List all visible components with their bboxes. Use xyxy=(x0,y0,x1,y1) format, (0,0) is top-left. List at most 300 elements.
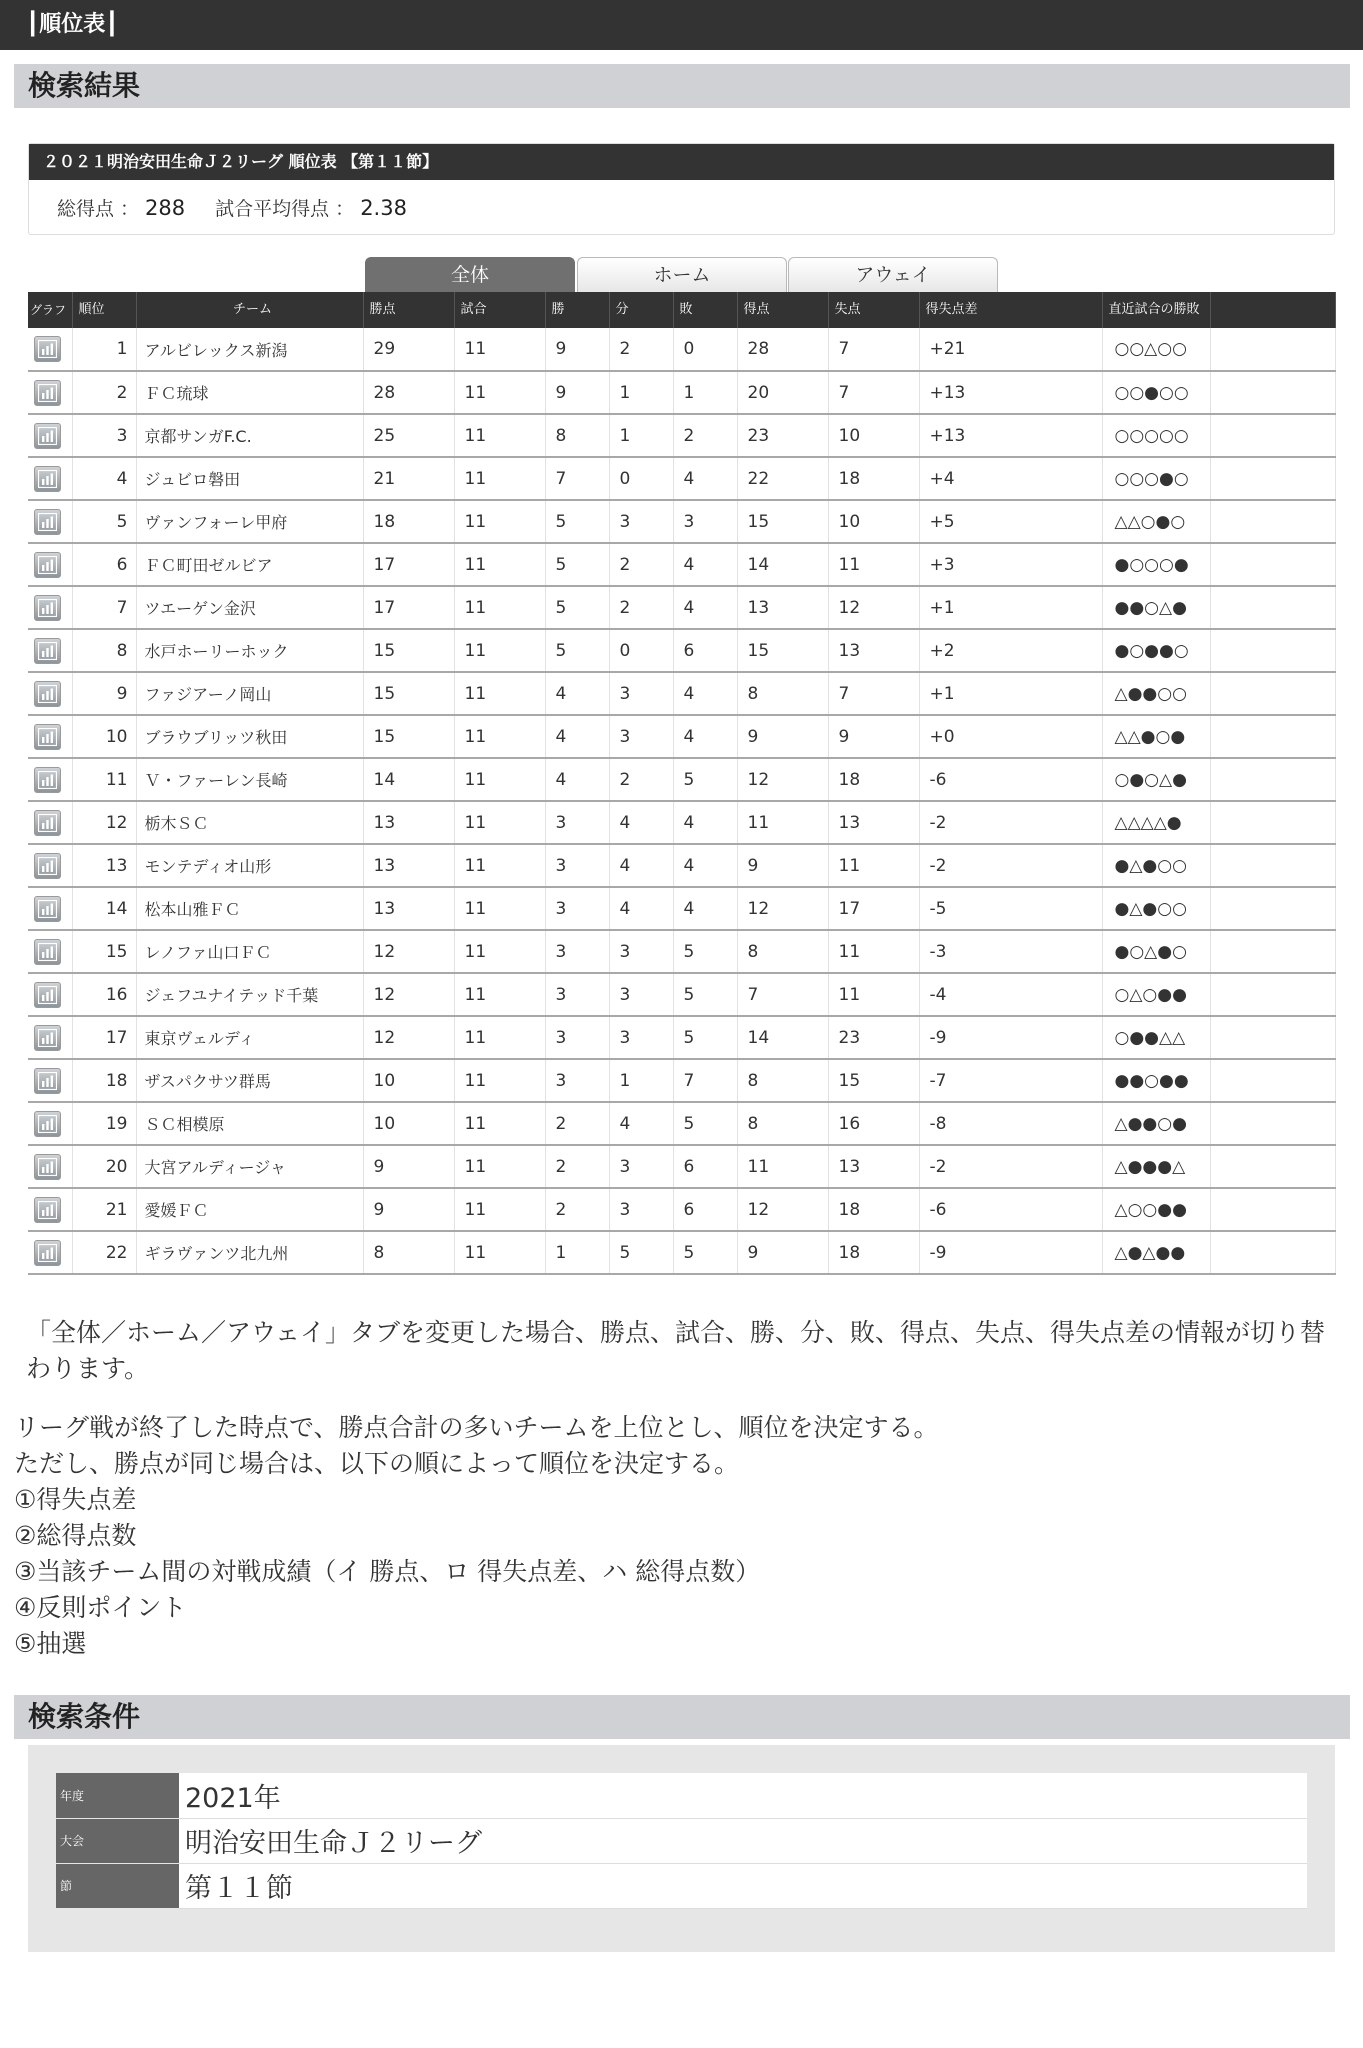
played-cell: 11 xyxy=(454,973,545,1016)
spacer-cell xyxy=(1210,414,1335,457)
graph-cell xyxy=(28,1059,72,1102)
team-name: 松本山雅ＦＣ xyxy=(136,887,363,930)
spacer-cell xyxy=(1210,1102,1335,1145)
graph-cell xyxy=(28,844,72,887)
goal-difference-cell: -9 xyxy=(919,1231,1102,1274)
avg-goals-label: 試合平均得点 ： xyxy=(215,198,355,220)
standings-table xyxy=(28,292,1336,1275)
points-cell: 25 xyxy=(363,414,454,457)
recent-form-cell: ○△○●● xyxy=(1102,973,1210,1016)
graph-cell xyxy=(28,801,72,844)
goals-against-cell: 9 xyxy=(828,715,919,758)
points-cell: 13 xyxy=(363,887,454,930)
played-cell: 11 xyxy=(454,1016,545,1059)
points-cell: 15 xyxy=(363,715,454,758)
losses-cell: 4 xyxy=(673,887,737,930)
header-losses: 敗 xyxy=(673,292,737,328)
team-name: ＦＣ町田ゼルビア xyxy=(136,543,363,586)
rule-line: リーグ戦が終了した時点で、勝点合計の多いチームを上位とし、順位を決定する。 xyxy=(14,1413,939,1442)
rank-cell: 12 xyxy=(72,801,136,844)
team-name: ギラヴァンツ北九州 xyxy=(136,1231,363,1274)
draws-cell: 3 xyxy=(609,715,673,758)
recent-form-cell: ●●○●● xyxy=(1102,1059,1210,1102)
ranking-rules xyxy=(14,1410,939,1662)
table-row xyxy=(28,629,1335,672)
goals-against-cell: 11 xyxy=(828,844,919,887)
table-row xyxy=(28,672,1335,715)
losses-cell: 4 xyxy=(673,801,737,844)
wins-cell: 5 xyxy=(545,629,609,672)
bar-chart-icon[interactable] xyxy=(34,982,61,1008)
tab-note: 「全体／ホーム／アウェイ」タブを変更した場合、勝点、試合、勝、分、敗、得点、失点、得失点差の情報が切り替わります。 xyxy=(26,1318,1326,1383)
graph-cell xyxy=(28,414,72,457)
spacer-cell xyxy=(1210,758,1335,801)
team-name: ブラウブリッツ秋田 xyxy=(136,715,363,758)
losses-cell: 0 xyxy=(673,328,737,371)
table-row xyxy=(28,457,1335,500)
goals-for-cell: 14 xyxy=(737,543,828,586)
condition-row-year xyxy=(56,1773,1307,1818)
recent-form-cell: △○○●● xyxy=(1102,1188,1210,1231)
spacer-cell xyxy=(1210,844,1335,887)
rank-cell: 18 xyxy=(72,1059,136,1102)
played-cell: 11 xyxy=(454,844,545,887)
played-cell: 11 xyxy=(454,371,545,414)
goal-difference-cell: +13 xyxy=(919,371,1102,414)
spacer-cell xyxy=(1210,457,1335,500)
wins-cell: 3 xyxy=(545,973,609,1016)
recent-form-cell: ○●●△△ xyxy=(1102,1016,1210,1059)
condition-value: 2021年 xyxy=(179,1773,1307,1818)
wins-cell: 3 xyxy=(545,1059,609,1102)
graph-cell xyxy=(28,500,72,543)
wins-cell: 2 xyxy=(545,1102,609,1145)
draws-cell: 2 xyxy=(609,328,673,371)
goals-against-cell: 7 xyxy=(828,672,919,715)
goal-difference-cell: +13 xyxy=(919,414,1102,457)
avg-goals-value: 2.38 xyxy=(360,196,407,220)
goal-difference-cell: -5 xyxy=(919,887,1102,930)
spacer-cell xyxy=(1210,586,1335,629)
results-section-title: 検索結果 xyxy=(14,64,1350,108)
rank-cell: 5 xyxy=(72,500,136,543)
goals-for-cell: 12 xyxy=(737,758,828,801)
rank-cell: 9 xyxy=(72,672,136,715)
draws-cell: 4 xyxy=(609,887,673,930)
team-name: ヴァンフォーレ甲府 xyxy=(136,500,363,543)
draws-cell: 3 xyxy=(609,1145,673,1188)
total-goals-label: 総得点 ： xyxy=(57,198,140,220)
graph-cell xyxy=(28,629,72,672)
rank-cell: 1 xyxy=(72,328,136,371)
goal-difference-cell: +3 xyxy=(919,543,1102,586)
bar-chart-icon[interactable] xyxy=(34,1068,61,1094)
rank-cell: 2 xyxy=(72,371,136,414)
goals-against-cell: 11 xyxy=(828,930,919,973)
goals-for-cell: 11 xyxy=(737,1145,828,1188)
goal-difference-cell: +21 xyxy=(919,328,1102,371)
team-name: 水戸ホーリーホック xyxy=(136,629,363,672)
recent-form-cell: ○○●○○ xyxy=(1102,371,1210,414)
wins-cell: 1 xyxy=(545,1231,609,1274)
points-cell: 29 xyxy=(363,328,454,371)
bar-chart-icon[interactable] xyxy=(34,724,61,750)
condition-row-competition xyxy=(56,1818,1307,1863)
goals-against-cell: 13 xyxy=(828,801,919,844)
bar-chart-icon[interactable] xyxy=(34,380,61,406)
losses-cell: 3 xyxy=(673,500,737,543)
goals-against-cell: 16 xyxy=(828,1102,919,1145)
spacer-cell xyxy=(1210,1145,1335,1188)
played-cell: 11 xyxy=(454,500,545,543)
wins-cell: 5 xyxy=(545,586,609,629)
bar-chart-icon[interactable] xyxy=(34,1025,61,1051)
graph-cell xyxy=(28,457,72,500)
wins-cell: 3 xyxy=(545,844,609,887)
losses-cell: 1 xyxy=(673,371,737,414)
table-row xyxy=(28,543,1335,586)
team-name: ファジアーノ岡山 xyxy=(136,672,363,715)
team-name: ザスパクサツ群馬 xyxy=(136,1059,363,1102)
recent-form-cell: ○○△○○ xyxy=(1102,328,1210,371)
table-row xyxy=(28,1231,1335,1274)
draws-cell: 3 xyxy=(609,1188,673,1231)
draws-cell: 2 xyxy=(609,543,673,586)
spacer-cell xyxy=(1210,973,1335,1016)
table-row xyxy=(28,371,1335,414)
table-row xyxy=(28,1059,1335,1102)
goals-against-cell: 13 xyxy=(828,629,919,672)
draws-cell: 3 xyxy=(609,1016,673,1059)
bar-chart-icon[interactable] xyxy=(34,810,61,836)
draws-cell: 0 xyxy=(609,457,673,500)
bar-chart-icon[interactable] xyxy=(34,336,61,362)
goals-for-cell: 23 xyxy=(737,414,828,457)
recent-form-cell: ●○△●○ xyxy=(1102,930,1210,973)
header-goal-difference: 得失点差 xyxy=(919,292,1102,328)
team-name: 京都サンガF.C. xyxy=(136,414,363,457)
rank-cell: 13 xyxy=(72,844,136,887)
losses-cell: 5 xyxy=(673,758,737,801)
team-name: ＳＣ相模原 xyxy=(136,1102,363,1145)
goals-for-cell: 14 xyxy=(737,1016,828,1059)
table-row xyxy=(28,414,1335,457)
points-cell: 15 xyxy=(363,629,454,672)
goals-against-cell: 13 xyxy=(828,1145,919,1188)
spacer-cell xyxy=(1210,1016,1335,1059)
spacer-cell xyxy=(1210,500,1335,543)
draws-cell: 3 xyxy=(609,672,673,715)
wins-cell: 8 xyxy=(545,414,609,457)
wins-cell: 3 xyxy=(545,887,609,930)
points-cell: 12 xyxy=(363,930,454,973)
team-name: 愛媛ＦＣ xyxy=(136,1188,363,1231)
table-row xyxy=(28,715,1335,758)
graph-cell xyxy=(28,328,72,371)
points-cell: 15 xyxy=(363,672,454,715)
wins-cell: 7 xyxy=(545,457,609,500)
played-cell: 11 xyxy=(454,1145,545,1188)
losses-cell: 7 xyxy=(673,1059,737,1102)
played-cell: 11 xyxy=(454,801,545,844)
team-name: アルビレックス新潟 xyxy=(136,328,363,371)
spacer-cell xyxy=(1210,1188,1335,1231)
wins-cell: 5 xyxy=(545,543,609,586)
goals-against-cell: 18 xyxy=(828,1188,919,1231)
points-cell: 12 xyxy=(363,1016,454,1059)
goals-against-cell: 15 xyxy=(828,1059,919,1102)
rank-cell: 20 xyxy=(72,1145,136,1188)
points-cell: 13 xyxy=(363,801,454,844)
played-cell: 11 xyxy=(454,887,545,930)
points-cell: 17 xyxy=(363,586,454,629)
recent-form-cell: △△○●○ xyxy=(1102,500,1210,543)
header-points: 勝点 xyxy=(363,292,454,328)
rule-line: ④反則ポイント xyxy=(14,1593,187,1622)
played-cell: 11 xyxy=(454,457,545,500)
table-row xyxy=(28,758,1335,801)
recent-form-cell: ●○○○● xyxy=(1102,543,1210,586)
goals-for-cell: 11 xyxy=(737,801,828,844)
wins-cell: 2 xyxy=(545,1188,609,1231)
wins-cell: 3 xyxy=(545,1016,609,1059)
bar-chart-icon[interactable] xyxy=(34,681,61,707)
played-cell: 11 xyxy=(454,1188,545,1231)
bar-chart-icon[interactable] xyxy=(34,552,61,578)
rule-line: ②総得点数 xyxy=(14,1521,137,1550)
condition-label: 節 xyxy=(56,1863,179,1908)
played-cell: 11 xyxy=(454,1231,545,1274)
goals-for-cell: 8 xyxy=(737,930,828,973)
spacer-cell xyxy=(1210,328,1335,371)
team-name: ジェフユナイテッド千葉 xyxy=(136,973,363,1016)
rank-cell: 17 xyxy=(72,1016,136,1059)
team-name: Ｖ・ファーレン長崎 xyxy=(136,758,363,801)
bar-chart-icon[interactable] xyxy=(34,896,61,922)
losses-cell: 4 xyxy=(673,715,737,758)
bar-chart-icon[interactable] xyxy=(34,1111,61,1137)
draws-cell: 3 xyxy=(609,500,673,543)
table-row xyxy=(28,930,1335,973)
rank-cell: 21 xyxy=(72,1188,136,1231)
table-header-row xyxy=(28,292,1335,328)
goals-against-cell: 18 xyxy=(828,758,919,801)
rank-cell: 6 xyxy=(72,543,136,586)
points-cell: 8 xyxy=(363,1231,454,1274)
losses-cell: 5 xyxy=(673,1102,737,1145)
condition-label: 大会 xyxy=(56,1818,179,1863)
bar-chart-icon[interactable] xyxy=(34,423,61,449)
graph-cell xyxy=(28,1188,72,1231)
played-cell: 11 xyxy=(454,1102,545,1145)
goals-for-cell: 15 xyxy=(737,629,828,672)
team-name: 大宮アルディージャ xyxy=(136,1145,363,1188)
team-name: 東京ヴェルディ xyxy=(136,1016,363,1059)
goal-difference-cell: +5 xyxy=(919,500,1102,543)
played-cell: 11 xyxy=(454,758,545,801)
goal-difference-cell: -8 xyxy=(919,1102,1102,1145)
points-cell: 9 xyxy=(363,1188,454,1231)
table-row xyxy=(28,328,1335,371)
goals-against-cell: 10 xyxy=(828,500,919,543)
team-name: レノファ山口ＦＣ xyxy=(136,930,363,973)
wins-cell: 4 xyxy=(545,715,609,758)
header-goals-for: 得点 xyxy=(737,292,828,328)
tab-home[interactable]: ホーム xyxy=(577,257,787,293)
bar-chart-icon[interactable] xyxy=(34,1197,61,1223)
rank-cell: 3 xyxy=(72,414,136,457)
bar-chart-icon[interactable] xyxy=(34,767,61,793)
losses-cell: 4 xyxy=(673,844,737,887)
points-cell: 10 xyxy=(363,1059,454,1102)
recent-form-cell: ●△●○○ xyxy=(1102,844,1210,887)
wins-cell: 4 xyxy=(545,672,609,715)
spacer-cell xyxy=(1210,543,1335,586)
bar-chart-icon[interactable] xyxy=(34,853,61,879)
rank-cell: 10 xyxy=(72,715,136,758)
losses-cell: 5 xyxy=(673,1016,737,1059)
graph-cell xyxy=(28,1102,72,1145)
table-row xyxy=(28,801,1335,844)
goals-for-cell: 9 xyxy=(737,715,828,758)
wins-cell: 4 xyxy=(545,758,609,801)
team-name: モンテディオ山形 xyxy=(136,844,363,887)
goal-difference-cell: -3 xyxy=(919,930,1102,973)
losses-cell: 5 xyxy=(673,1231,737,1274)
conditions-panel xyxy=(28,1745,1335,1952)
losses-cell: 6 xyxy=(673,1145,737,1188)
goal-difference-cell: +0 xyxy=(919,715,1102,758)
wins-cell: 2 xyxy=(545,1145,609,1188)
rank-cell: 22 xyxy=(72,1231,136,1274)
spacer-cell xyxy=(1210,887,1335,930)
losses-cell: 4 xyxy=(673,457,737,500)
summary-stats xyxy=(29,180,1334,236)
table-row xyxy=(28,1016,1335,1059)
graph-cell xyxy=(28,1231,72,1274)
spacer-cell xyxy=(1210,672,1335,715)
goals-against-cell: 23 xyxy=(828,1016,919,1059)
played-cell: 11 xyxy=(454,629,545,672)
rule-line: ③当該チーム間の対戦成績（イ 勝点、ロ 得失点差、ハ 総得点数） xyxy=(14,1557,761,1586)
rule-line: ⑤抽選 xyxy=(14,1629,87,1658)
bar-chart-icon[interactable] xyxy=(34,1240,61,1266)
header-goals-against: 失点 xyxy=(828,292,919,328)
rank-cell: 16 xyxy=(72,973,136,1016)
wins-cell: 3 xyxy=(545,801,609,844)
recent-form-cell: ●○●●○ xyxy=(1102,629,1210,672)
graph-cell xyxy=(28,973,72,1016)
standings-title: ２０２１明治安田生命Ｊ２リーグ 順位表 【第１１節】 xyxy=(29,144,1334,180)
goal-difference-cell: +2 xyxy=(919,629,1102,672)
losses-cell: 4 xyxy=(673,586,737,629)
draws-cell: 3 xyxy=(609,973,673,1016)
tab-all[interactable]: 全体 xyxy=(365,257,575,293)
rule-line: ただし、勝点が同じ場合は、以下の順によって順位を決定する。 xyxy=(14,1449,740,1478)
points-cell: 28 xyxy=(363,371,454,414)
spacer-cell xyxy=(1210,629,1335,672)
goal-difference-cell: -2 xyxy=(919,1145,1102,1188)
recent-form-cell: ●●○△● xyxy=(1102,586,1210,629)
losses-cell: 5 xyxy=(673,930,737,973)
header-rank: 順位 xyxy=(72,292,136,328)
spacer-cell xyxy=(1210,1231,1335,1274)
table-row xyxy=(28,586,1335,629)
played-cell: 11 xyxy=(454,715,545,758)
goals-for-cell: 8 xyxy=(737,1059,828,1102)
spacer-cell xyxy=(1210,930,1335,973)
graph-cell xyxy=(28,887,72,930)
played-cell: 11 xyxy=(454,672,545,715)
bar-chart-icon[interactable] xyxy=(34,466,61,492)
graph-cell xyxy=(28,1016,72,1059)
goals-for-cell: 13 xyxy=(737,586,828,629)
header-recent-form: 直近試合の勝敗 xyxy=(1102,292,1210,328)
goal-difference-cell: +4 xyxy=(919,457,1102,500)
header-spacer xyxy=(1210,292,1335,328)
goals-against-cell: 7 xyxy=(828,371,919,414)
conditions-section-title: 検索条件 xyxy=(14,1695,1350,1739)
goals-for-cell: 15 xyxy=(737,500,828,543)
played-cell: 11 xyxy=(454,543,545,586)
goals-against-cell: 17 xyxy=(828,887,919,930)
bar-chart-icon[interactable] xyxy=(34,509,61,535)
draws-cell: 4 xyxy=(609,801,673,844)
goal-difference-cell: +1 xyxy=(919,672,1102,715)
goal-difference-cell: -6 xyxy=(919,1188,1102,1231)
played-cell: 11 xyxy=(454,328,545,371)
recent-form-cell: △●△●● xyxy=(1102,1231,1210,1274)
tab-away[interactable]: アウェイ xyxy=(788,257,998,293)
goals-for-cell: 9 xyxy=(737,1231,828,1274)
wins-cell: 5 xyxy=(545,500,609,543)
team-name: 栃木ＳＣ xyxy=(136,801,363,844)
spacer-cell xyxy=(1210,371,1335,414)
goals-for-cell: 20 xyxy=(737,371,828,414)
graph-cell xyxy=(28,586,72,629)
graph-cell xyxy=(28,1145,72,1188)
bar-chart-icon[interactable] xyxy=(34,1154,61,1180)
points-cell: 18 xyxy=(363,500,454,543)
recent-form-cell: ●△●○○ xyxy=(1102,887,1210,930)
goal-difference-cell: -4 xyxy=(919,973,1102,1016)
goal-difference-cell: -2 xyxy=(919,801,1102,844)
bar-chart-icon[interactable] xyxy=(34,939,61,965)
summary-panel xyxy=(28,143,1335,235)
draws-cell: 3 xyxy=(609,930,673,973)
goal-difference-cell: -2 xyxy=(919,844,1102,887)
table-row xyxy=(28,973,1335,1016)
points-cell: 21 xyxy=(363,457,454,500)
header-played: 試合 xyxy=(454,292,545,328)
graph-cell xyxy=(28,543,72,586)
played-cell: 11 xyxy=(454,1059,545,1102)
goal-difference-cell: -9 xyxy=(919,1016,1102,1059)
graph-cell xyxy=(28,758,72,801)
rank-cell: 15 xyxy=(72,930,136,973)
spacer-cell xyxy=(1210,801,1335,844)
draws-cell: 5 xyxy=(609,1231,673,1274)
bar-chart-icon[interactable] xyxy=(34,595,61,621)
goal-difference-cell: +1 xyxy=(919,586,1102,629)
rank-cell: 8 xyxy=(72,629,136,672)
losses-cell: 6 xyxy=(673,1188,737,1231)
points-cell: 12 xyxy=(363,973,454,1016)
bar-chart-icon[interactable] xyxy=(34,638,61,664)
wins-cell: 3 xyxy=(545,930,609,973)
draws-cell: 1 xyxy=(609,371,673,414)
table-row xyxy=(28,887,1335,930)
